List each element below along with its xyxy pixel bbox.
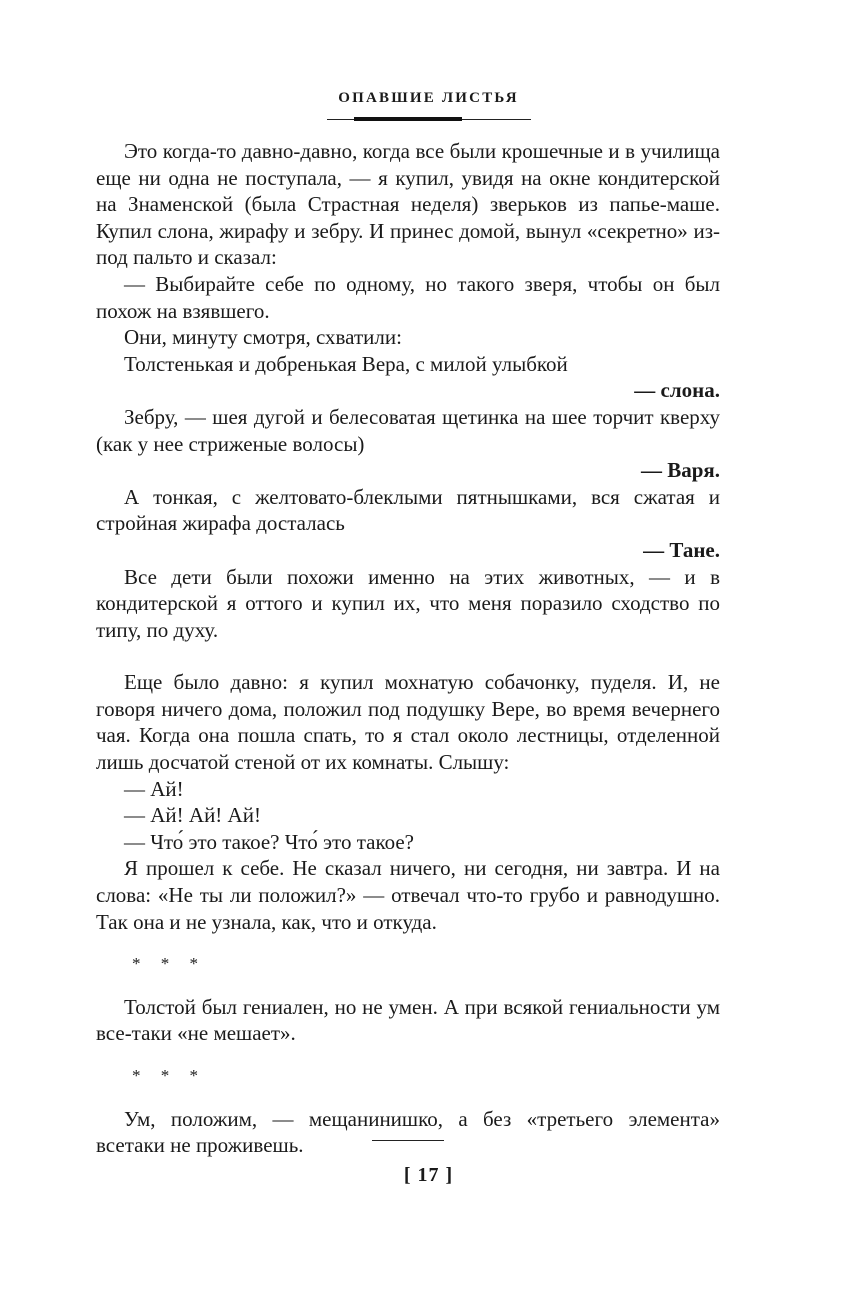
paragraph: — Что́ это такое? Что́ это такое? [124,829,415,854]
section-separator: * * * [132,1066,206,1085]
paragraph: Толстой был гениален, но не умен. А при всякой гениальности ум все-таки «не мешает». [96,994,720,1046]
paragraph: — Выбирайте себе по одному, но такого зверя, чтобы он был похож на взявшего. [96,271,720,323]
header-rule-accent [354,117,462,121]
paragraph: А тонкая, с желтовато-блеклыми пятнышками, вся сжатая и стройная жирафа досталась [96,484,720,536]
answer-line: — Тане. [643,537,720,562]
paragraph: Все дети были похожи именно на этих животных, — и в кондитерской я оттого и купил их, что меня поразило сходство по типу, по духу. [96,564,720,642]
paragraph: Толстенькая и добренькая Вера, с милой улыбкой [124,351,568,376]
page-number: [ 17 ] [403,1164,454,1186]
paragraph: Ум, положим, — мещанинишко, а без «третьего элемента» всетаки не проживешь. [96,1106,720,1158]
paragraph: Я прошел к себе. Не сказал ничего, ни сегодня, ни завтра. И на слова: «Не ты ли положил?» — отвечал что-то грубо и равнодушно. Так она и не узнала, как, что и откуда. [96,856,720,934]
running-head: ОПАВШИЕ ЛИСТЬЯ [338,90,519,106]
paragraph: — Ай! Ай! Ай! [124,803,261,828]
answer-line: — слона. [634,378,720,403]
text-body [96,138,720,1159]
paragraph: Они, минуту смотря, схватили: [124,325,402,350]
paragraph: Зебру, — шея дугой и белесоватая щетинка на шее торчит кверху (как у нее стриженые волосы) [96,404,720,456]
footer-rule [372,1140,444,1141]
answer-line: — Варя. [640,458,720,483]
paragraph: — Ай! [124,776,184,801]
section-separator: * * * [132,954,206,974]
paragraph-gap [96,643,720,669]
paragraph: Это когда-то давно-давно, когда все были крошечные и в училища еще ни одна не поступала, — я купил, увидя на окне кондитерской на Знаменской (была Страстная неделя) зверьков из папье-маше. Купил слона, жирафу и зебру. И принес домой, вынул «секретно» из-под пальто и сказал: [96,139,720,270]
paragraph: Еще было давно: я купил мохнатую собачонку, пуделя. И, не говоря ничего дома, положил под подушку Вере, во время вечернего чая. Когда она пошла спать, то я стал около лестницы, отделенной лишь досчатой стеной от их комнаты. Слышу: [96,670,720,775]
